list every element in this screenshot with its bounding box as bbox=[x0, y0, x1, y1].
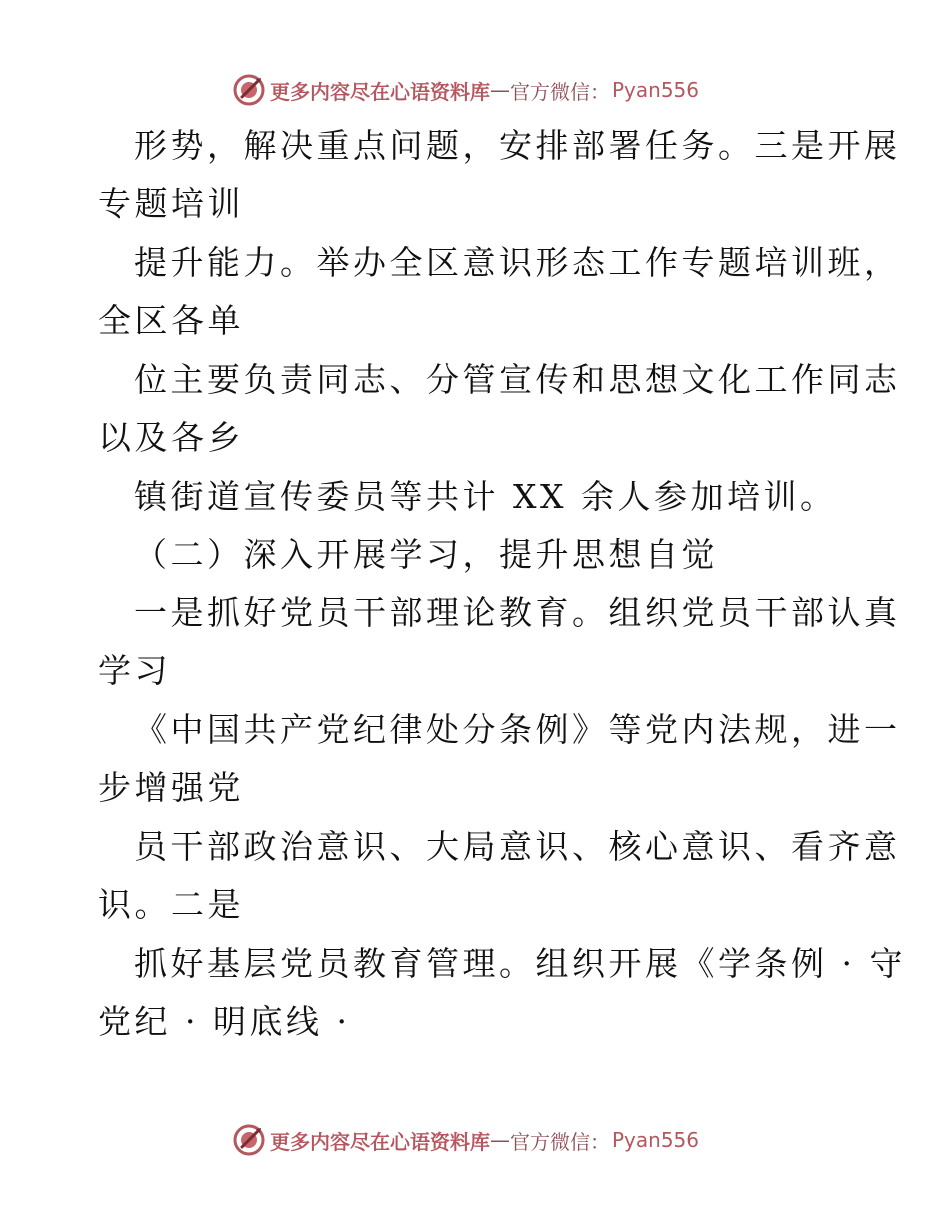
watermark-id: Pyan556 bbox=[612, 78, 700, 102]
header-watermark bbox=[232, 70, 699, 110]
watermark-separator: — bbox=[490, 78, 510, 102]
text-line: 镇街道宣传委员等共计 XX 余人参加培训。 bbox=[134, 477, 837, 516]
text-line: 员干部政治意识、大局意识、核心意识、看齐意 bbox=[134, 827, 901, 866]
text-line: 学习 bbox=[98, 651, 171, 690]
section-heading: （二）深入开展学习，提升思想自觉 bbox=[134, 535, 718, 574]
watermark-id: Pyan556 bbox=[612, 1128, 700, 1152]
text-line: 提升能力。举办全区意识形态工作专题培训班， bbox=[134, 243, 901, 282]
watermark-label: 官方微信： bbox=[510, 79, 610, 104]
watermark-label: 官方微信： bbox=[510, 1129, 610, 1154]
text-line: 步增强党 bbox=[98, 768, 244, 807]
watermark-brand: 更多内容尽在心语资料库 bbox=[270, 79, 490, 104]
text-line: 专题培训 bbox=[98, 184, 244, 223]
text-line: 一是抓好党员干部理论教育。组织党员干部认真 bbox=[134, 593, 901, 632]
text-line: 抓好基层党员教育管理。组织开展《学条例 · 守 bbox=[134, 944, 906, 983]
text-line: 形势，解决重点问题，安排部署任务。三是开展 bbox=[134, 126, 901, 165]
text-line: 以及各乡 bbox=[98, 418, 244, 457]
logo-icon bbox=[232, 73, 266, 107]
watermark-separator: — bbox=[490, 1128, 510, 1152]
text-line: 《中国共产党纪律处分条例》等党内法规，进一 bbox=[134, 710, 901, 749]
text-line: 全区各单 bbox=[98, 301, 244, 340]
logo-icon bbox=[232, 1123, 266, 1157]
footer-watermark bbox=[232, 1120, 699, 1160]
text-line: 识。二是 bbox=[98, 885, 244, 924]
text-line: 位主要负责同志、分管宣传和思想文化工作同志 bbox=[134, 360, 901, 399]
text-line: 党纪 · 明底线 · bbox=[98, 1002, 351, 1041]
watermark-brand: 更多内容尽在心语资料库 bbox=[270, 1129, 490, 1154]
